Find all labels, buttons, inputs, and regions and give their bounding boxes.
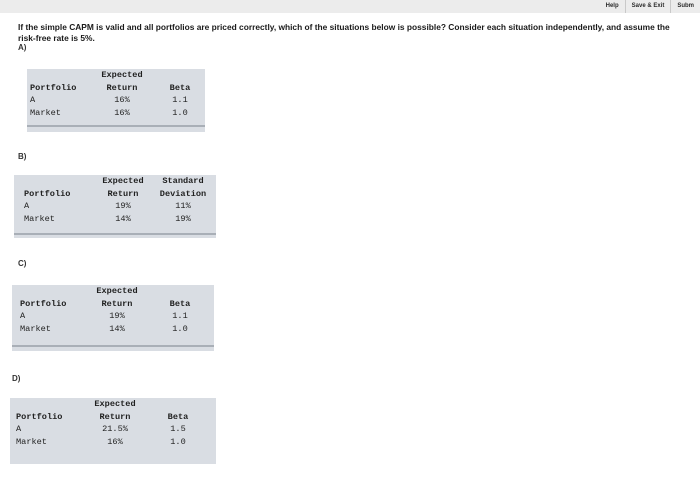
beta-value: 1.5: [170, 424, 186, 434]
beta-value: 1.1: [172, 311, 188, 321]
header-return: Return: [106, 82, 138, 93]
portfolio-name: Market: [16, 436, 47, 447]
header-portfolio: Portfolio: [24, 188, 71, 199]
std-deviation-value: 11%: [175, 201, 191, 211]
table-bottom-rule: [12, 345, 214, 347]
submit-button[interactable]: Subm: [670, 0, 700, 13]
table-row: [10, 436, 216, 449]
toolbar-buttons: [600, 0, 700, 13]
header-expected: Expected: [102, 176, 144, 186]
header-standard: Standard: [162, 176, 204, 186]
table-header-row: [10, 398, 216, 411]
table-row: [27, 107, 205, 120]
header-expected: Expected: [101, 70, 143, 80]
table-c: [12, 285, 214, 351]
table-b: [14, 175, 216, 238]
expected-return-value: 19%: [115, 201, 131, 211]
table-row: [14, 213, 216, 226]
table-row: [10, 423, 216, 436]
section-label-c: C): [18, 259, 27, 268]
table-header-row: [12, 298, 214, 311]
expected-return-value: 21.5%: [102, 424, 128, 434]
expected-return-value: 16%: [114, 107, 130, 118]
question-text: If the simple CAPM is valid and all portfolios are priced correctly, which of the situations below is possible? Consider each situation independently, and assume the risk-free rate is 5%.: [18, 22, 670, 43]
table-bottom-rule: [27, 125, 205, 127]
beta-value: 1.1: [172, 95, 188, 105]
header-beta: Beta: [169, 82, 191, 93]
header-portfolio: Portfolio: [30, 82, 77, 93]
table-row: [14, 200, 216, 213]
expected-return-value: 19%: [109, 311, 125, 321]
table-bottom-rule: [14, 233, 216, 235]
portfolio-name: A: [24, 201, 30, 211]
header-deviation: Deviation: [159, 188, 207, 199]
table-row: [27, 94, 205, 107]
table-header-row: [27, 69, 205, 82]
portfolio-name: A: [30, 95, 36, 105]
header-beta: Beta: [167, 411, 189, 422]
help-button[interactable]: Help: [605, 3, 619, 9]
beta-value: 1.0: [170, 436, 186, 447]
portfolio-name: Market: [24, 213, 55, 224]
top-toolbar: [0, 0, 700, 13]
section-label-b: B): [18, 152, 27, 161]
table-header-row: [14, 175, 216, 188]
header-portfolio: Portfolio: [16, 411, 63, 422]
section-label-d: D): [12, 374, 21, 383]
section-label-a: A): [18, 43, 27, 52]
header-expected: Expected: [96, 286, 138, 296]
header-return: Return: [101, 298, 133, 309]
std-deviation-value: 19%: [175, 213, 191, 224]
portfolio-name: Market: [20, 323, 51, 334]
expected-return-value: 16%: [107, 436, 123, 447]
table-d: [10, 398, 216, 464]
save-exit-button[interactable]: Save & Exit: [625, 0, 671, 13]
table-header-row: [10, 411, 216, 424]
portfolio-name: A: [16, 424, 22, 434]
beta-value: 1.0: [172, 323, 188, 334]
header-return: Return: [107, 188, 139, 199]
header-beta: Beta: [169, 298, 191, 309]
expected-return-value: 16%: [114, 95, 130, 105]
expected-return-value: 14%: [109, 323, 125, 334]
table-row: [12, 310, 214, 323]
header-return: Return: [99, 411, 131, 422]
expected-return-value: 14%: [115, 213, 131, 224]
table-row: [12, 323, 214, 336]
header-expected: Expected: [94, 399, 136, 409]
header-portfolio: Portfolio: [20, 298, 67, 309]
table-a: [27, 69, 205, 132]
portfolio-name: A: [20, 311, 26, 321]
portfolio-name: Market: [30, 107, 61, 118]
table-header-row: [12, 285, 214, 298]
table-header-row: [14, 188, 216, 201]
table-header-row: [27, 82, 205, 95]
beta-value: 1.0: [172, 107, 188, 118]
